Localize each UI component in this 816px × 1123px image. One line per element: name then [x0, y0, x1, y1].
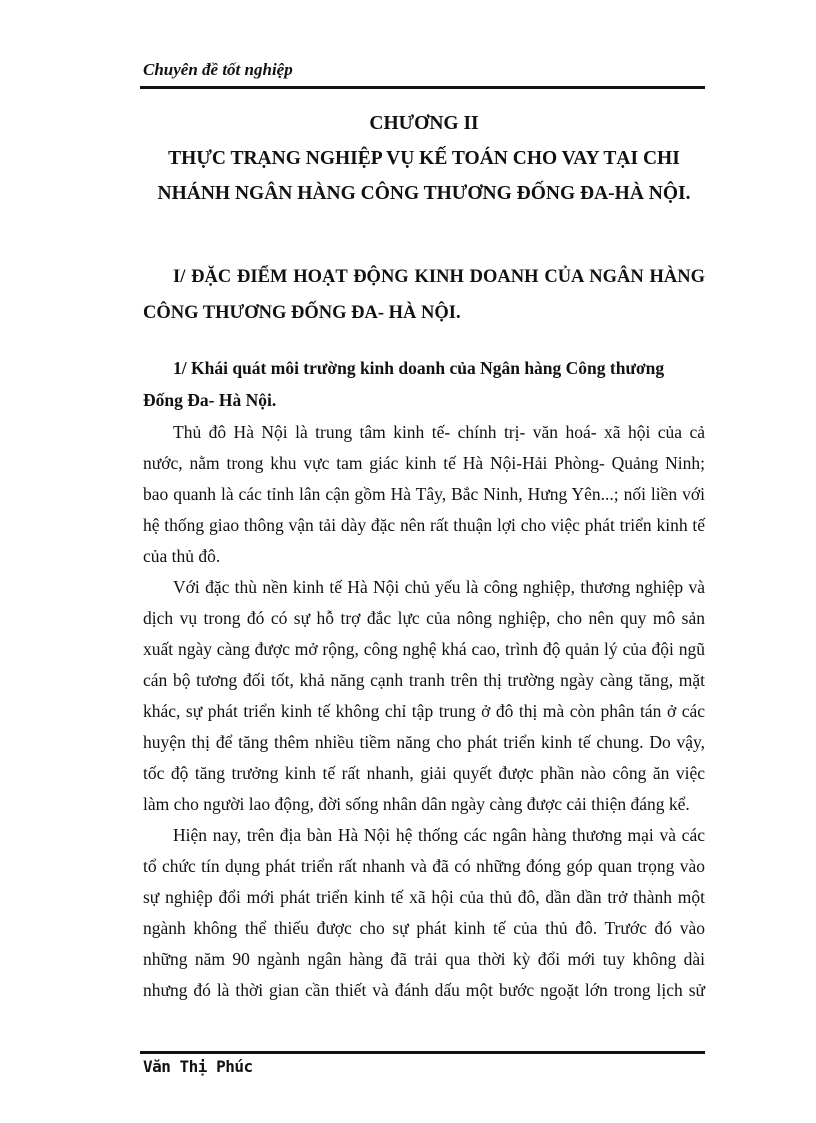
paragraph — [143, 417, 705, 572]
section-heading-line: I/ ĐẶC ĐIỂM HOẠT ĐỘNG KINH DOANH CỦA NGÂN HÀNG — [173, 267, 705, 287]
text-line: khác, sự phát triển kinh tế không chỉ tập trung ở đô thị mà còn phân tán ở các — [143, 701, 705, 721]
text-line: sự nghiệp đổi mới phát triển kinh tế xã hội của thủ đô, dần dần trở thành một — [143, 887, 705, 907]
body-text — [143, 417, 705, 1006]
text-line: tốc độ tăng trưởng kinh tế rất nhanh, giải quyết được phần nào công ăn việc — [143, 763, 705, 783]
paragraph — [143, 572, 705, 820]
subsection-heading-line: 1/ Khái quát môi trường kinh doanh của Ngân hàng Công thương — [173, 358, 665, 378]
text-line: của thủ đô. — [143, 546, 221, 566]
subsection-heading-line: Đống Đa- Hà Nội. — [143, 390, 277, 410]
text-line: dịch vụ trong đó có sự hỗ trợ đắc lực của nông nghiệp, cho nên quy mô sản — [143, 608, 705, 628]
text-line: những năm 90 ngành ngân hàng đã trải qua thời kỳ đổi mới tuy không dài — [143, 949, 705, 969]
text-line: ngành không thể thiếu được cho sự phát kinh tế của thủ đô. Trước đó vào — [143, 918, 705, 938]
footer-author: Văn Thị Phúc — [143, 1057, 253, 1076]
footer-rule — [140, 1051, 705, 1054]
text-line: nước, nằm trong khu vực tam giác kinh tế Hà Nội-Hải Phòng- Quảng Ninh; — [143, 453, 705, 473]
text-line: hệ thống giao thông vận tải dày đặc nên rất thuận lợi cho việc phát triển kinh tế — [143, 515, 705, 535]
text-line: Hiện nay, trên địa bàn Hà Nội hệ thống các ngân hàng thương mại và các — [173, 825, 705, 845]
text-line: làm cho người lao động, đời sống nhân dân ngày càng được cải thiện đáng kể. — [143, 794, 690, 814]
chapter-title-line: NHÁNH NGÂN HÀNG CÔNG THƯƠNG ĐỐNG ĐA-HÀ NỘI. — [157, 183, 691, 204]
text-line: huyện thị để tăng thêm nhiều tiềm năng cho phát triển kinh tế chung. Do vậy, — [143, 732, 705, 752]
text-line: cán bộ tương đối tốt, khả năng cạnh tranh trên thị trường ngày càng tăng, mặt — [143, 670, 705, 690]
subsection-heading — [143, 352, 705, 416]
running-header: Chuyên đề tốt nghiệp — [143, 60, 293, 79]
header-rule — [140, 86, 705, 89]
chapter-title-line: THỰC TRẠNG NGHIỆP VỤ KẾ TOÁN CHO VAY TẠI CHI — [168, 148, 680, 169]
text-line: tổ chức tín dụng phát triển rất nhanh và đã có những đóng góp quan trọng vào — [143, 856, 705, 876]
text-line: bao quanh là các tỉnh lân cận gồm Hà Tây, Bắc Ninh, Hưng Yên...; nối liền với — [143, 484, 705, 504]
text-line: nhưng đó là thời gian cần thiết và đánh dấu một bước ngoặt lớn trong lịch sử — [143, 980, 705, 1000]
text-line: Với đặc thù nền kinh tế Hà Nội chủ yếu là công nghiệp, thương nghiệp và — [173, 577, 705, 597]
chapter-number: CHƯƠNG II — [369, 113, 479, 134]
text-line: xuất ngày càng được mở rộng, công nghệ khá cao, trình độ quản lý của đội ngũ — [143, 639, 705, 659]
section-heading — [143, 259, 705, 331]
section-heading-line: CÔNG THƯƠNG ĐỐNG ĐA- HÀ NỘI. — [143, 303, 461, 323]
text-line: Thủ đô Hà Nội là trung tâm kinh tế- chính trị- văn hoá- xã hội của cả — [173, 422, 705, 442]
chapter-heading — [143, 106, 705, 211]
paragraph — [143, 820, 705, 1006]
